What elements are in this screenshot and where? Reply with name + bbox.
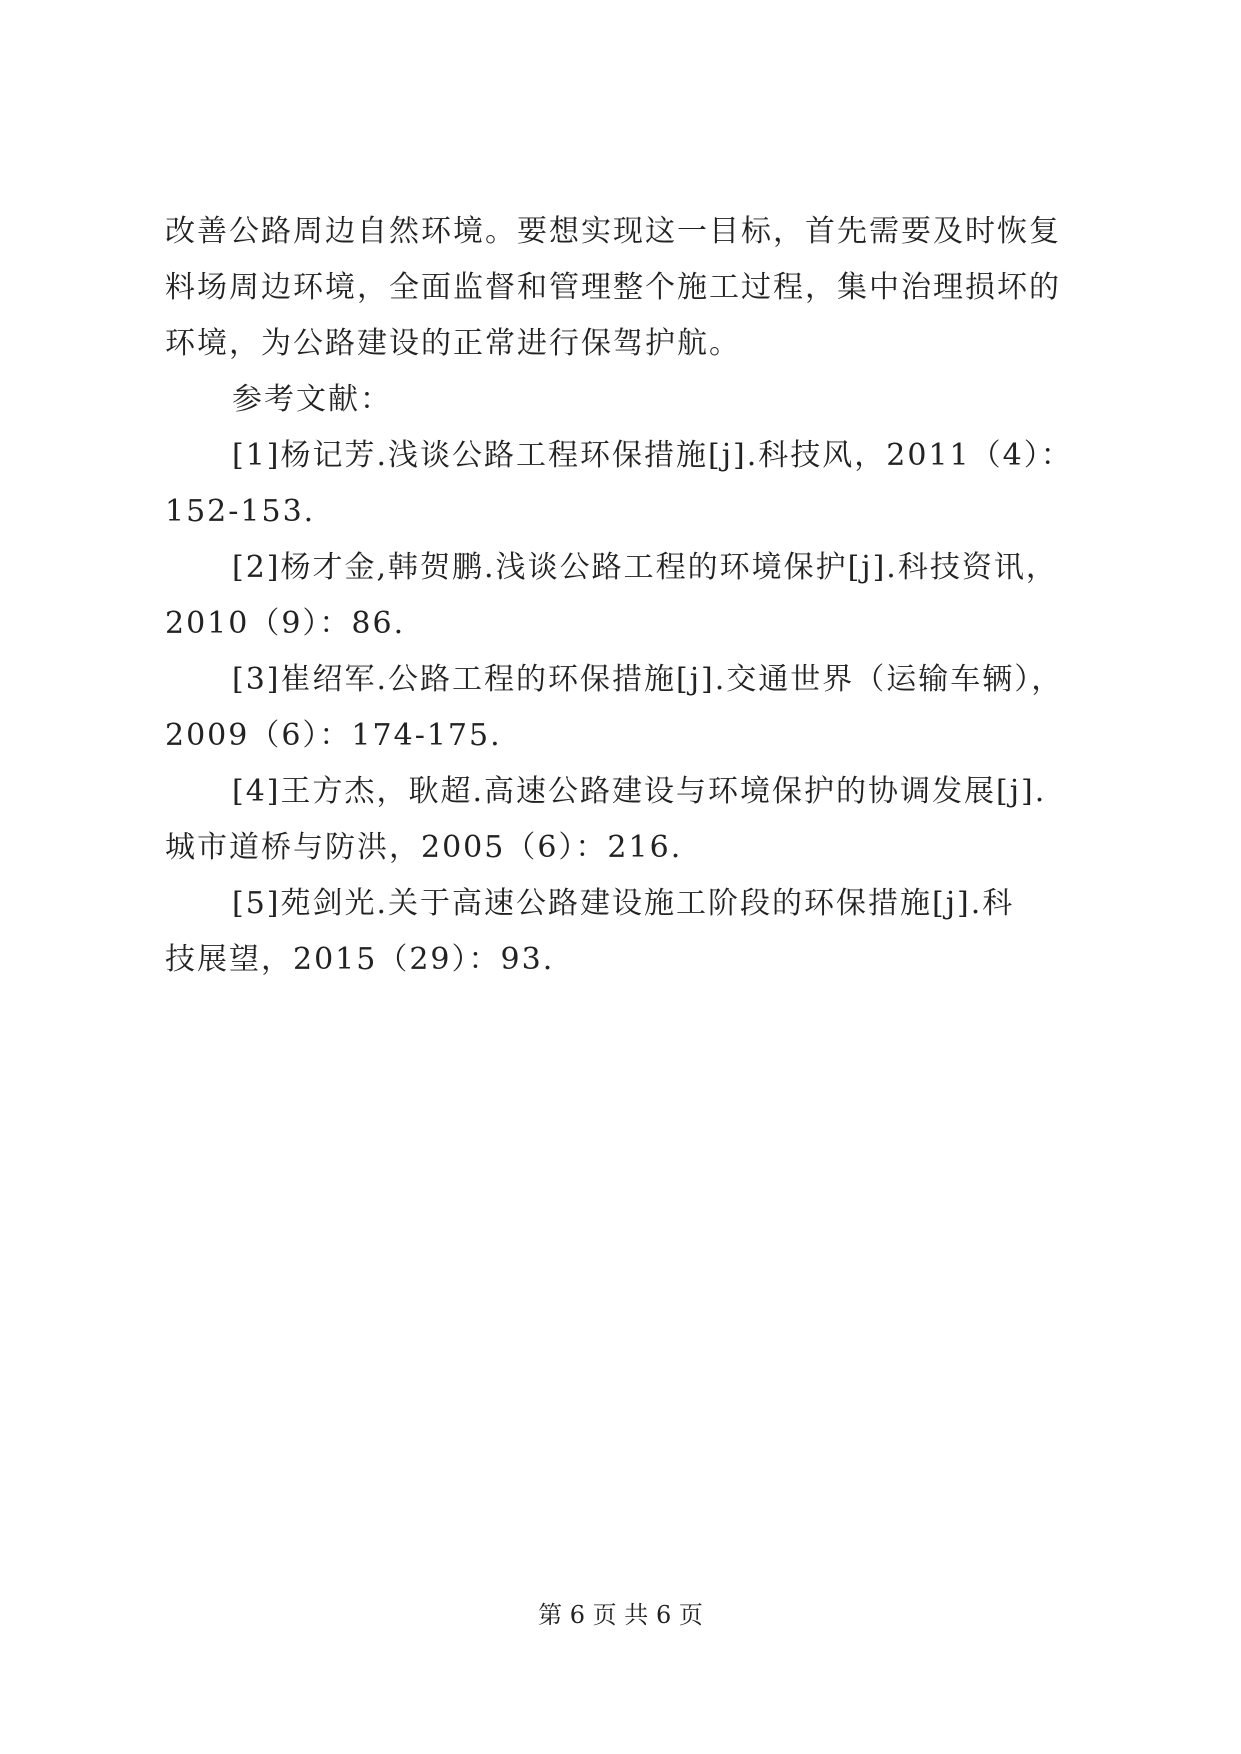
- reference-3-line-1: [3]崔绍军.公路工程的环保措施[j].交通世界（运输车辆），: [232, 662, 1064, 697]
- reference-2-line-1: [2]杨才金,韩贺鹏.浅谈公路工程的环境保护[j].科技资讯，: [232, 550, 1058, 585]
- references-heading: 参考文献：: [232, 382, 392, 417]
- paragraph-line-3: 环境，为公路建设的正常进行保驾护航。: [165, 326, 741, 361]
- reference-4-line-1: [4]王方杰，耿超.高速公路建设与环境保护的协调发展[j].: [232, 774, 1047, 809]
- reference-5-line-2: 技展望，2015（29）：93.: [165, 942, 555, 977]
- reference-4-line-2: 城市道桥与防洪，2005（6）：216.: [165, 830, 683, 865]
- page-number-footer: 第 6 页 共 6 页: [538, 1601, 703, 1629]
- reference-3-line-2: 2009（6）：174-175.: [165, 718, 502, 753]
- reference-1-line-2: 152-153.: [165, 494, 316, 529]
- paragraph-line-1: 改善公路周边自然环境。要想实现这一目标，首先需要及时恢复: [165, 214, 1061, 249]
- reference-2-line-2: 2010（9）：86.: [165, 606, 406, 641]
- paragraph-line-2: 料场周边环境，全面监督和管理整个施工过程，集中治理损坏的: [165, 270, 1061, 305]
- reference-1-line-1: [1]杨记芳.浅谈公路工程环保措施[j].科技风，2011（4）：: [232, 438, 1073, 473]
- reference-5-line-1: [5]苑剑光.关于高速公路建设施工阶段的环保措施[j].科: [232, 886, 1015, 921]
